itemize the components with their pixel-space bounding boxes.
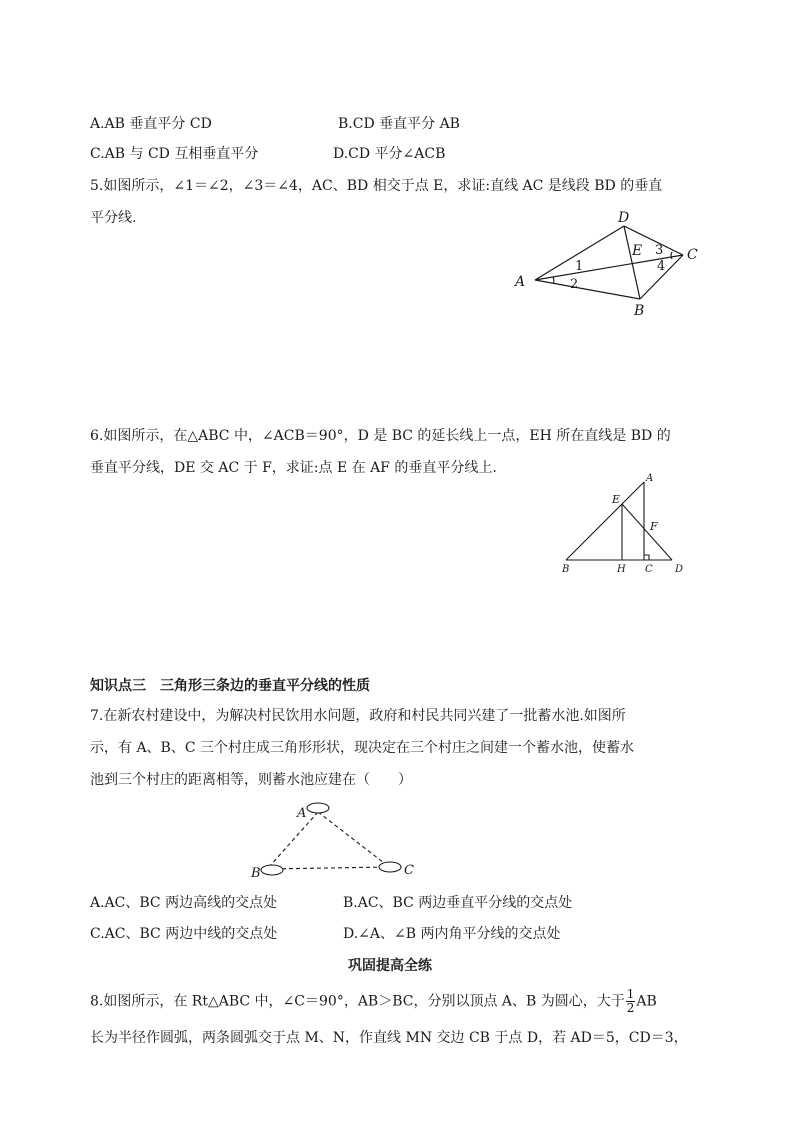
q7-text-line2: 示，有 A、B、C 三个村庄成三角形形状，现决定在三个村庄之间建一个蓄水池，使蓄水 [90, 740, 635, 756]
q7-text-line1: 7.在新农村建设中，为解决村民饮用水问题，政府和村民共同兴建了一批蓄水池.如图所 [90, 708, 626, 724]
q5-angle-4: 4 [657, 259, 666, 274]
q7-label-a: A [297, 806, 307, 821]
q6-label-c: C [645, 564, 653, 575]
q7-text-line3: 池到三个村庄的距离相等，则蓄水池应建在（ ） [90, 772, 412, 788]
q6-text-line1: 6.如图所示，在△ABC 中，∠ACB＝90°，D 是 BC 的延长线上一点，EH 所在直线是 BD 的 [90, 428, 671, 444]
q5-label-c: C [687, 247, 698, 263]
consolidate-title: 巩固提高全练 [348, 958, 432, 974]
q6-text-line2: 垂直平分线，DE 交 AC 于 F，求证:点 E 在 AF 的垂直平分线上. [90, 460, 497, 476]
q8-frac-num: 1 [626, 987, 635, 1001]
q7-option-b: B.AC、BC 两边垂直平分线的交点处 [343, 895, 573, 911]
q4-option-a: A.AB 垂直平分 CD [90, 116, 212, 132]
q7-option-c: C.AC、BC 两边中线的交点处 [90, 926, 278, 942]
q7-option-d: D.∠A、∠B 两内角平分线的交点处 [343, 926, 561, 942]
q7-label-b: B [251, 866, 261, 881]
q6-label-d: D [675, 564, 684, 575]
q4-option-c: C.AB 与 CD 互相垂直平分 [90, 146, 259, 162]
q8-text-line2: 长为半径作圆弧，两条圆弧交于点 M、N，作直线 MN 交边 CB 于点 D，若 AD＝5，CD＝3， [90, 1030, 688, 1046]
q7-label-c: C [404, 863, 414, 878]
q4-option-b: B.CD 垂直平分 AB [338, 116, 460, 132]
q4-option-d: D.CD 平分∠ACB [333, 146, 446, 162]
q7-option-a: A.AC、BC 两边高线的交点处 [90, 895, 278, 911]
q5-text-line2: 平分线. [90, 210, 137, 226]
q5-label-e: E [632, 243, 643, 259]
q5-label-b: B [634, 303, 645, 319]
section3-title: 知识点三 三角形三条边的垂直平分线的性质 [90, 678, 370, 694]
q6-label-a: A [646, 473, 654, 484]
q6-label-h: H [617, 564, 626, 575]
q5-angle-3: 3 [655, 243, 664, 258]
q8-frac-den: 2 [626, 1001, 635, 1015]
q6-label-b: B [562, 564, 570, 575]
q5-angle-1: 1 [575, 259, 584, 274]
q6-label-e: E [612, 493, 621, 506]
q8-line1-pre: 8.如图所示，在 Rt△ABC 中，∠C＝90°，AB＞BC，分别以顶点 A、B 为圆心，大于 [90, 993, 625, 1010]
q8-fraction [626, 988, 636, 1015]
q6-label-f: F [650, 520, 658, 533]
q5-label-d: D [618, 210, 630, 226]
q5-label-a: A [515, 274, 526, 290]
q8-text-line1 [90, 988, 657, 1015]
q5-text-line1: 5.如图所示，∠1＝∠2，∠3＝∠4，AC、BD 相交于点 E，求证:直线 AC 是线段 BD 的垂直 [90, 178, 663, 194]
q5-angle-2: 2 [570, 277, 579, 292]
q8-line1-post: AB [636, 993, 657, 1010]
